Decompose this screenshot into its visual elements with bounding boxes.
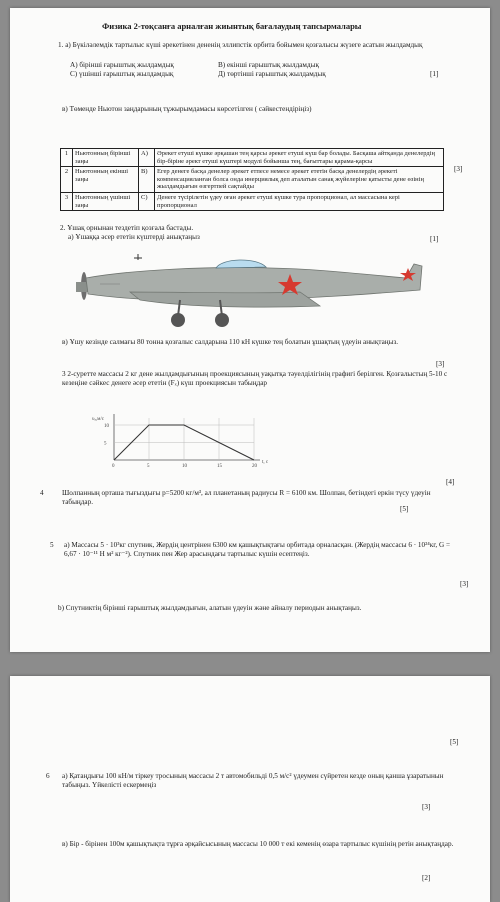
q1-option-a: А) бірінші ғарыштық жылдамдық [70,61,174,69]
q2-b-text: в) Ұшу кезінде салмағы 80 тонна қозғалыс салдарына 110 кН күшке тең болатын ұшақтың үдеуін анықтаңыз. [62,338,399,346]
x-tick-label: 15 [217,464,222,469]
q1-option-d: Д) төртінші ғарыштық жылдамдық [218,70,326,78]
q6-b-text: в) Бір - бірінен 100м қашықтықта тұрға әрқайсысының массасы 10 000 т екі кеменің өзара тартылыс күшінің ретін анықтаңдар. [62,840,454,848]
table-cell-description: Егер денеге басқа денелер әрекет етпесе немесе әрекет ететін басқа денелердің әрекеті компенсацияланған болса онда инерциялық деп аталатын санақ жүйелеріне қатысты дене өзінің жылдамдығын өзгертпей сақтайды [155,167,444,193]
q1-a-score: [1] [430,70,439,78]
table-cell-law: Ньютонның үшінші заңы [73,192,139,210]
velocity-time-graph [88,408,278,476]
q6-b-score: [2] [422,874,431,882]
table-row [61,167,444,193]
table-cell-law: Ньютонның екінші заңы [73,167,139,193]
table-cell-law: Ньютонның бірінші заңы [73,149,139,167]
table-cell-letter: A) [139,149,155,167]
q2-a-score: [1] [430,235,439,243]
q5-number: 5 [50,541,54,549]
q2-intro: 2. Ұшақ орнынан тездетіп қозғала бастады. [60,224,194,232]
table-cell-num: 1 [61,149,73,167]
q3-score: [4] [446,478,455,486]
y-tick-label: 5 [104,441,107,447]
q5-a-score: [3] [460,580,469,588]
table-cell-description: Денеге түсірілетін үдеу оған әрекет етуші күшке тура пропорционал, ал массасына кері пропорционал [155,192,444,210]
q4-score: [5] [400,505,409,513]
x-tick-label: 20 [252,464,257,469]
y-tick-label: 10 [104,424,109,429]
q5-a-text: а) Массасы 5 · 10³кг спутник, Жердің центрінен 6300 км қашықтықтағы орбитада орналасқан. (Жердің массасы 6 · 10²⁴кг, G = 6,67 · 10⁻¹¹ Н м² кг⁻²). Спутник пен Жер арасындағы тартылыс күшін есептеңіз. [64,541,451,558]
table-cell-description: Әрекет етуші күшке әрқашан тең қарсы әрекет етуші күш бар болады. Басқаша айтқанда денелердің бір-біріне әрект етуші күштері модулі бойынша тең, бағыттары қарама-қарсы [155,149,444,167]
q1-option-c: С) үшінші ғарыштық жылдамдық [70,70,174,78]
table-row [61,192,444,210]
worksheet-page-1 [10,8,490,652]
q2-b-score: [3] [436,360,445,368]
q1-b-score: [3] [454,165,463,173]
q1-option-b: В) екінші ғарыштық жылдамдық [218,61,319,69]
x-tick-label: 0 [112,464,115,469]
aircraft-figure [70,248,430,334]
page-title: Физика 2-тоқсанға арналған жиынтық бағалаудың тапсырмалары [102,21,362,31]
q4-text: Шолпанның орташа тығыздығы р=5200 кг/м³, ал планетаның радиусы R = 6100 км. Шолпан, бетіндегі еркін түсу үдеуін табыңдар. [62,489,431,506]
x-tick-label: 5 [147,464,150,469]
q6-a-score: [3] [422,803,431,811]
x-tick-label: 10 [182,464,187,469]
q1-a-text: 1. а) Бүкіләлемдік тартылыс күші әрекетінен дененің эллипстік орбита бойымен қозғалысы жүзеге асатын жылдамдық [58,41,423,49]
table-cell-num: 2 [61,167,73,193]
propeller-icon [76,272,88,300]
q6-a-text: а) Қатаңдығы 100 кН/м тіркеу тросының массасы 2 т автомобильді 0,5 м/с² үдеумен сүйретен кезде оның қанша ұзаратынын табыңыз. Үйкелісті ескермеңіз [62,772,444,789]
q5-b-score: [5] [450,738,459,746]
table-cell-letter: B) [139,167,155,193]
table-row [61,149,444,167]
x-axis-label: t, с [262,460,269,465]
q2-a-text: а) Ұшаққа әсер ететін күштерді анықтаңыз [68,233,200,241]
table-cell-letter: C) [139,192,155,210]
worksheet-page-2 [10,676,490,902]
table-cell-num: 3 [61,192,73,210]
newton-laws-table [60,148,444,211]
q3-text: 3 2-суретте массасы 2 кг дене жылдамдығының проекциясының уақытқа тәуелділігінің графигі берілген. Қозғалыстың 5-10 с кезеңіне сәйкес денеге әсер ететін (Fₓ) күш проекциясын табыңдар [62,370,448,387]
q5-b-text: b) Спутниктің бірінші ғарыштық жылдамдығын, алатын үдеуін және айналу периодын анықтаңыз. [58,604,362,612]
y-axis-label: υₓ,м/с [92,417,104,422]
q6-number: 6 [46,772,50,780]
q1-b-text: в) Төменде Ньютон заңдарының тұжырымдамасы көрсетілген ( сәйкестендіріңіз) [62,105,312,113]
q4-number: 4 [40,489,44,497]
